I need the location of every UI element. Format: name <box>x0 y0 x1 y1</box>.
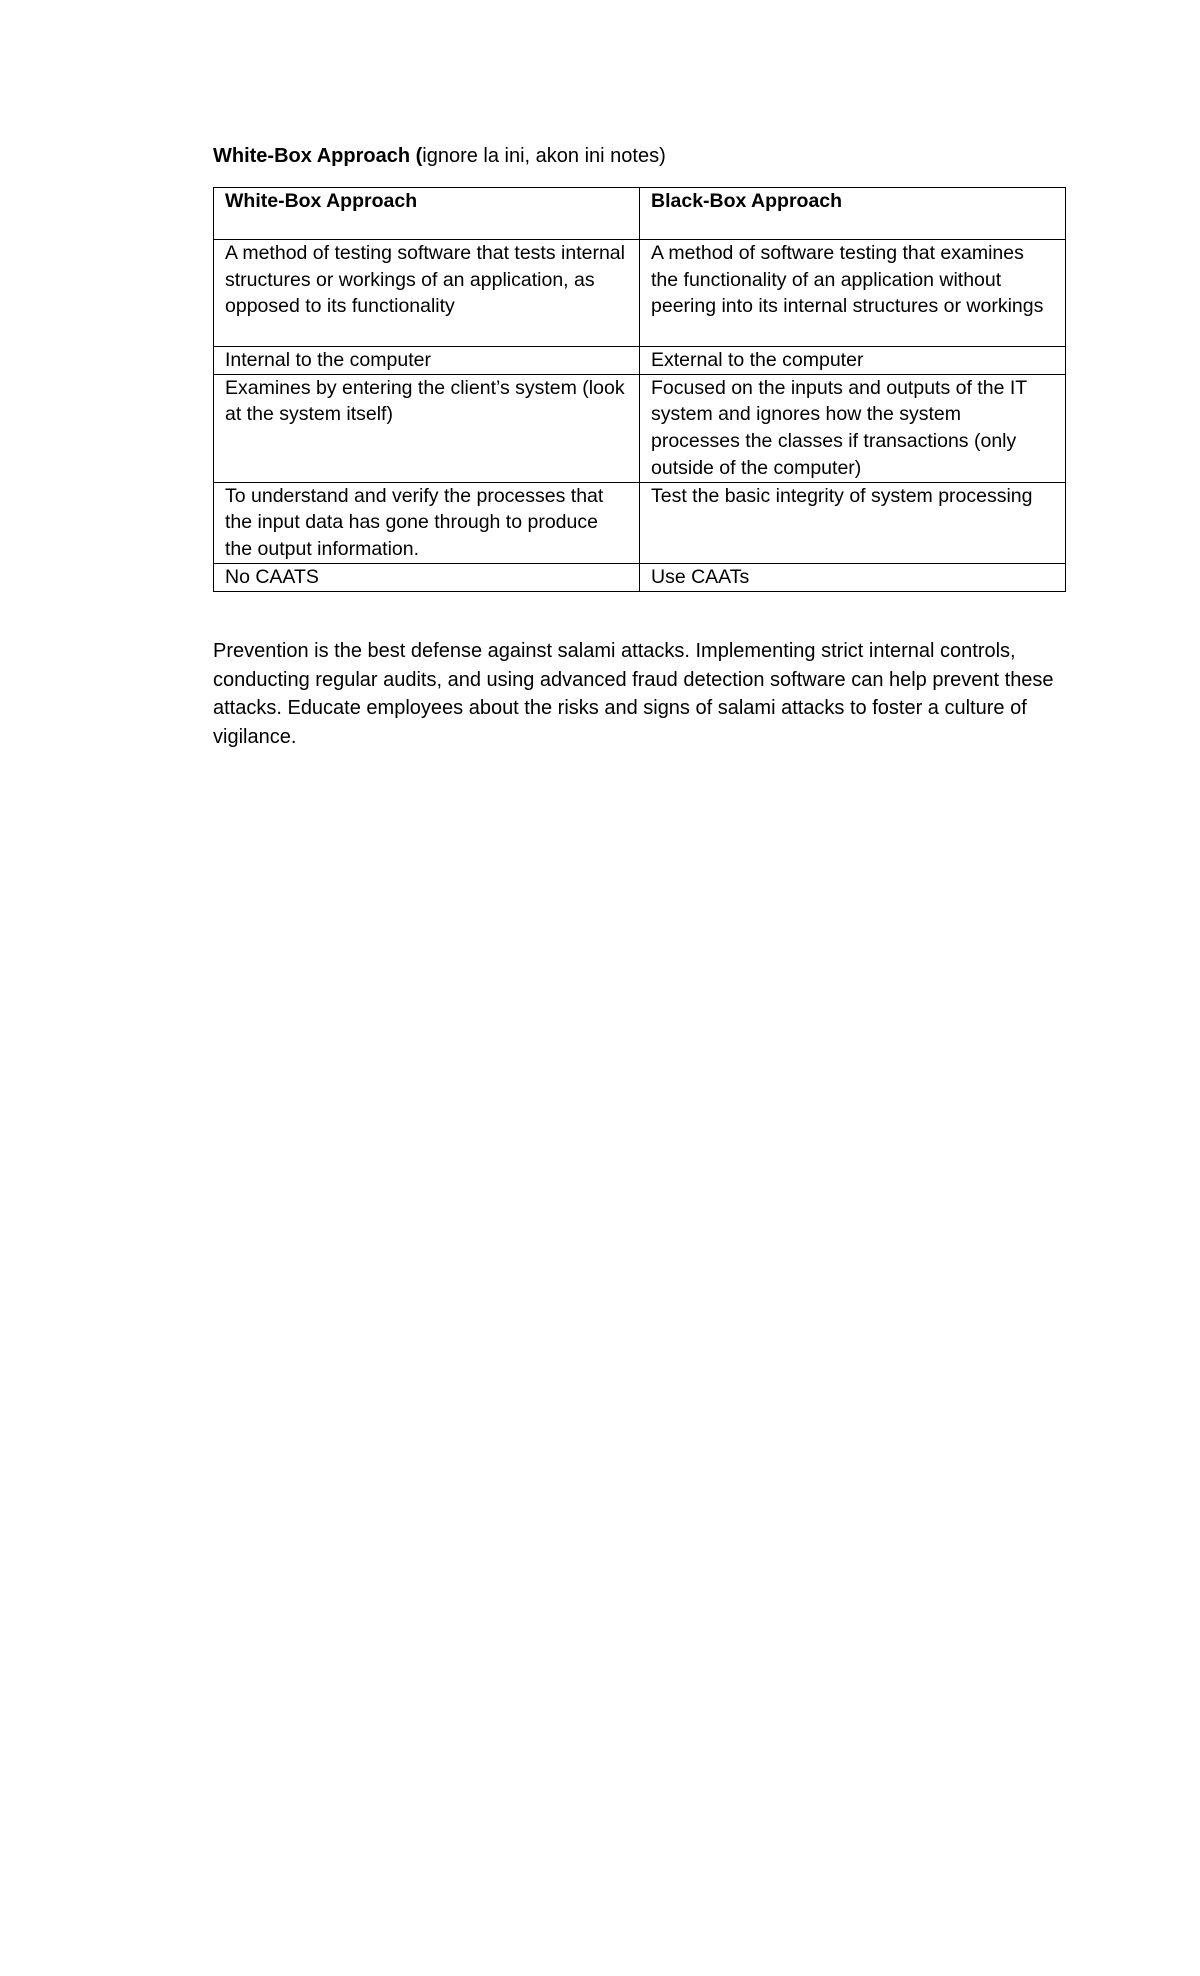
heading-bold-text: White-Box Approach ( <box>213 145 423 167</box>
table-row <box>214 374 1066 482</box>
table-cell-black-method: Focused on the inputs and outputs of the IT system and ignores how the system processes the classes if transactions (only outside of the computer) <box>640 374 1066 482</box>
table-cell-black-purpose: Test the basic integrity of system processing <box>640 482 1066 563</box>
table-cell-white-scope: Internal to the computer <box>214 347 640 375</box>
table-row <box>214 347 1066 375</box>
prevention-paragraph: Prevention is the best defense against salami attacks. Implementing strict internal controls, conducting regular audits, and using advanced fraud detection software can help prevent these attacks. Educate employees about the risks and signs of salami attacks to foster a culture of vigilance. <box>213 640 1054 748</box>
header-black-box: Black-Box Approach <box>640 188 1066 240</box>
table-header-row <box>214 188 1066 240</box>
table-cell-black-caats: Use CAATs <box>640 563 1066 591</box>
table-row <box>214 482 1066 563</box>
heading-note-text: ignore la ini, akon ini notes) <box>422 145 666 167</box>
section-heading <box>213 142 666 170</box>
table-row <box>214 563 1066 591</box>
table-cell-white-purpose: To understand and verify the processes that the input data has gone through to produce the output information. <box>214 482 640 563</box>
table-cell-white-definition: A method of testing software that tests internal structures or workings of an application, as opposed to its functionality <box>214 240 640 347</box>
table-row <box>214 240 1066 347</box>
table-cell-white-caats: No CAATS <box>214 563 640 591</box>
header-white-box: White-Box Approach <box>214 188 640 240</box>
table-cell-white-method: Examines by entering the client’s system (look at the system itself) <box>214 374 640 482</box>
table-cell-black-scope: External to the computer <box>640 347 1066 375</box>
comparison-table <box>213 187 1066 592</box>
table-cell-black-definition: A method of software testing that examines the functionality of an application without peering into its internal structures or workings <box>640 240 1066 347</box>
